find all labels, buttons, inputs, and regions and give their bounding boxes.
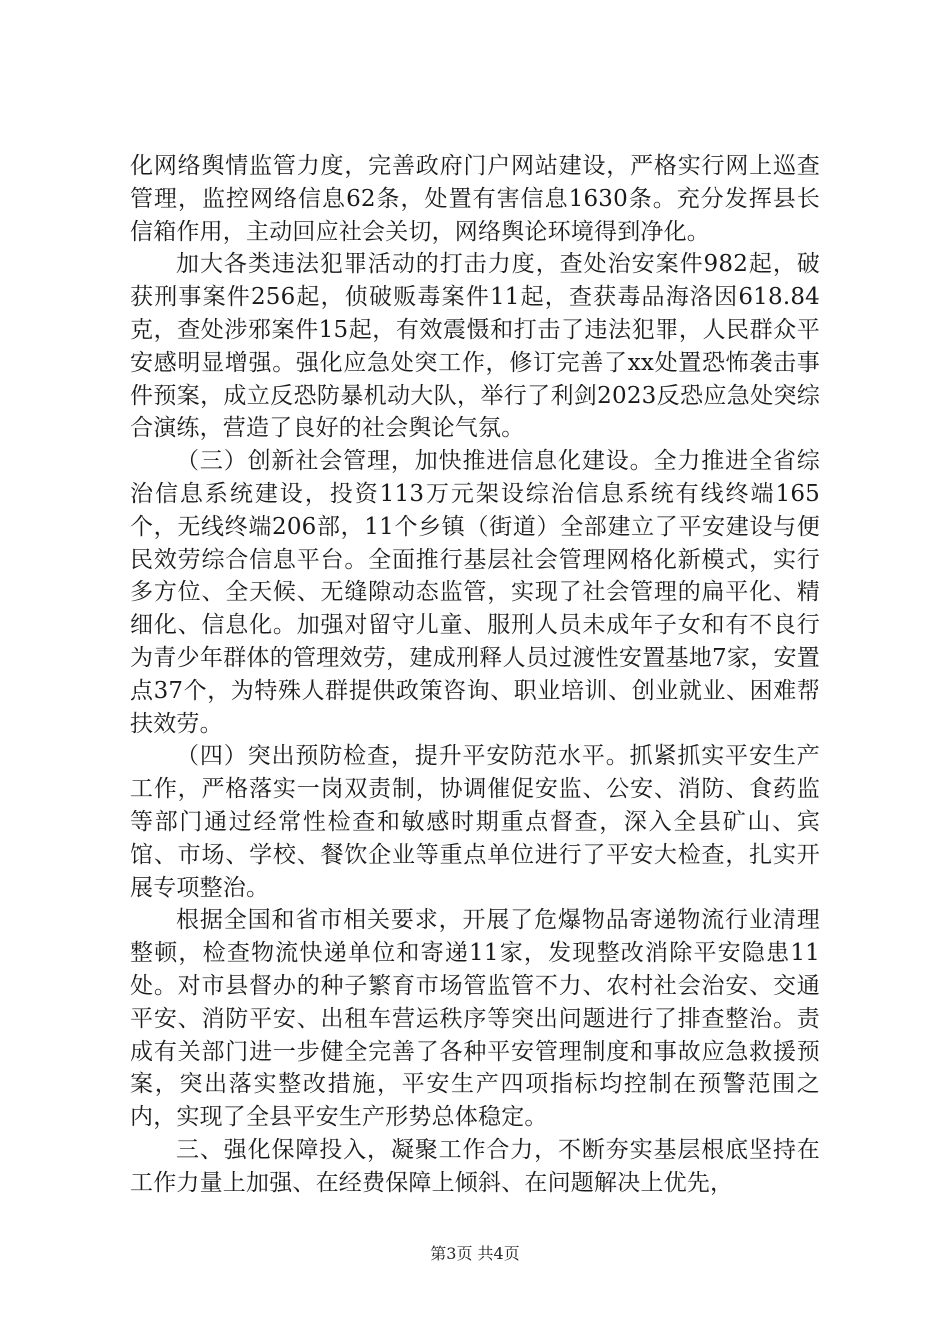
- document-body: [130, 150, 820, 1200]
- paragraph-continuation: 化网络舆情监管力度，完善政府门户网站建设，严格实行网上巡查管理，监控网络信息62条，处置有害信息1630条。充分发挥县长信箱作用，主动回应社会关切，网络舆论环境得到净化。: [130, 153, 820, 245]
- paragraph-section-three: （三）创新社会管理，加快推进信息化建设。全力推进全省综治信息系统建设，投资113万元架设综治信息系统有线终端165个，无线终端206部，11个乡镇（街道）全部建立了平安建设与便民效劳综合信息平台。全面推行基层社会管理网格化新模式，实行多方位、全天候、无缝隙动态监管，实现了社会管理的扁平化、精细化、信息化。加强对留守儿童、服刑人员未成年子女和有不良行为青少年群体的管理效劳，建成刑释人员过渡性安置基地7家，安置点37个，为特殊人群提供政策咨询、职业培训、创业就业、困难帮扶效劳。: [130, 448, 820, 737]
- paragraph-part-three: 三、强化保障投入，凝聚工作合力，不断夯实基层根底坚持在工作力量上加强、在经费保障上倾斜、在问题解决上优先，: [130, 1136, 820, 1196]
- paragraph-section-four: （四）突出预防检查，提升平安防范水平。抓紧抓实平安生产工作，严格落实一岗双责制，协调催促安监、公安、消防、食药监等部门通过经常性检查和敏感时期重点督查，深入全县矿山、宾馆、市场、学校、餐饮企业等重点单位进行了平安大检查，扎实开展专项整治。: [130, 743, 820, 901]
- paragraph-crime-crackdown: 加大各类违法犯罪活动的打击力度，查处治安案件982起，破获刑事案件256起，侦破贩毒案件11起，查获毒品海洛因618.84克，查处涉邪案件15起，有效震慑和打击了违法犯罪，人民群众平安感明显增强。强化应急处突工作，修订完善了xx处置恐怖袭击事件预案，成立反恐防暴机动大队，举行了利剑2023反恐应急处突综合演练，营造了良好的社会舆论气氛。: [130, 251, 820, 442]
- page-number-footer: 第3页 共4页: [430, 1244, 520, 1263]
- paragraph-hazard-rectification: 根据全国和省市相关要求，开展了危爆物品寄递物流行业清理整顿，检查物流快递单位和寄递11家，发现整改消除平安隐患11处。对市县督办的种子繁育市场管监管不力、农村社会治安、交通平安、消防平安、出租车营运秩序等突出问题进行了排查整治。责成有关部门进一步健全完善了各种平安管理制度和事故应急救援预案，突出落实整改措施，平安生产四项指标均控制在预警范围之内，实现了全县平安生产形势总体稳定。: [130, 907, 820, 1131]
